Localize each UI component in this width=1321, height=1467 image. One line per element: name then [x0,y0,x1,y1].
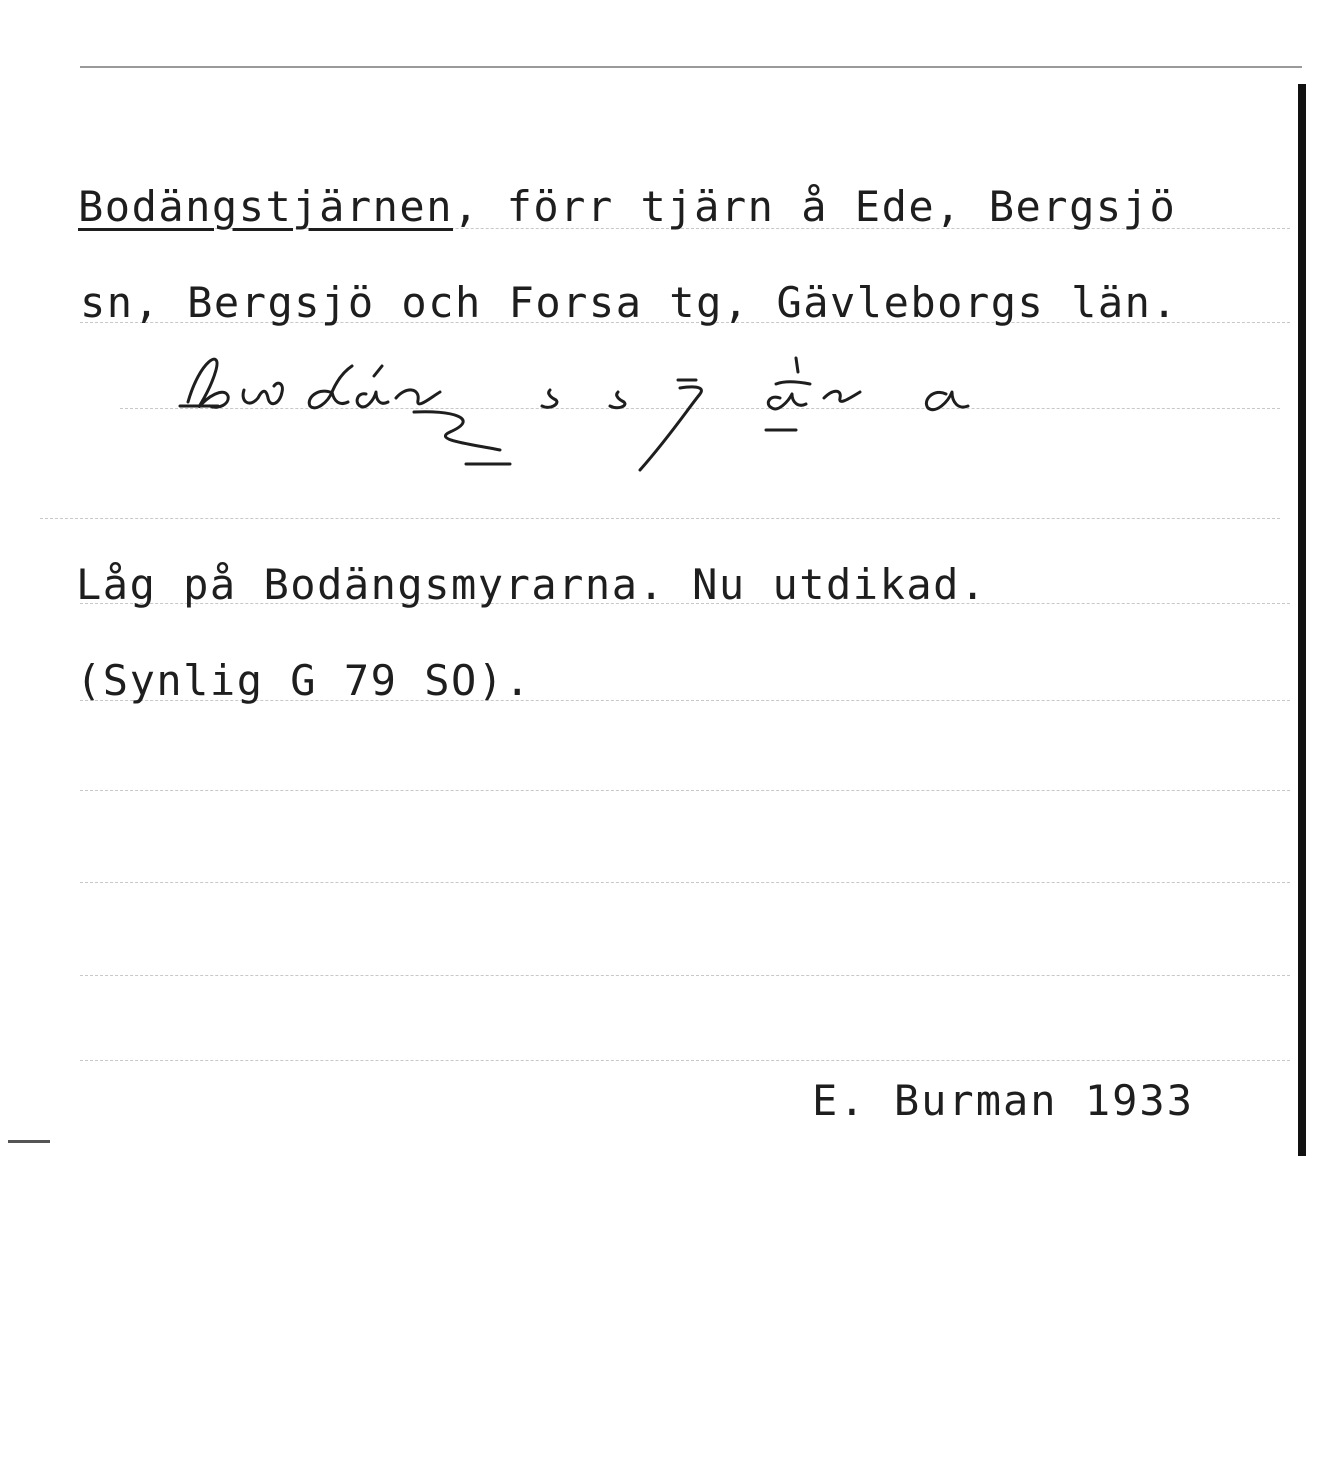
ruled-line [80,882,1290,883]
handwritten-pronunciation [170,340,990,500]
ruled-line [80,975,1290,976]
note-line-1: Låg på Bodängsmyrarna. Nu utdikad. [76,560,987,609]
ruled-line [40,518,1280,519]
ruled-line [80,790,1290,791]
signature: E. Burman 1933 [812,1076,1195,1125]
entry-line-1 [78,182,1176,231]
card-right-border [1298,84,1306,1156]
entry-name: Bodängstjärnen [78,182,454,231]
entry-line-1-rest: , förr tjärn å Ede, Bergsjö [453,182,1177,231]
note-line-2: (Synlig G 79 SO). [76,656,532,705]
ruled-line [80,1060,1290,1061]
card-top-edge [80,66,1302,68]
entry-line-2: sn, Bergsjö och Forsa tg, Gävleborgs län. [80,278,1179,327]
stray-mark [8,1140,50,1143]
